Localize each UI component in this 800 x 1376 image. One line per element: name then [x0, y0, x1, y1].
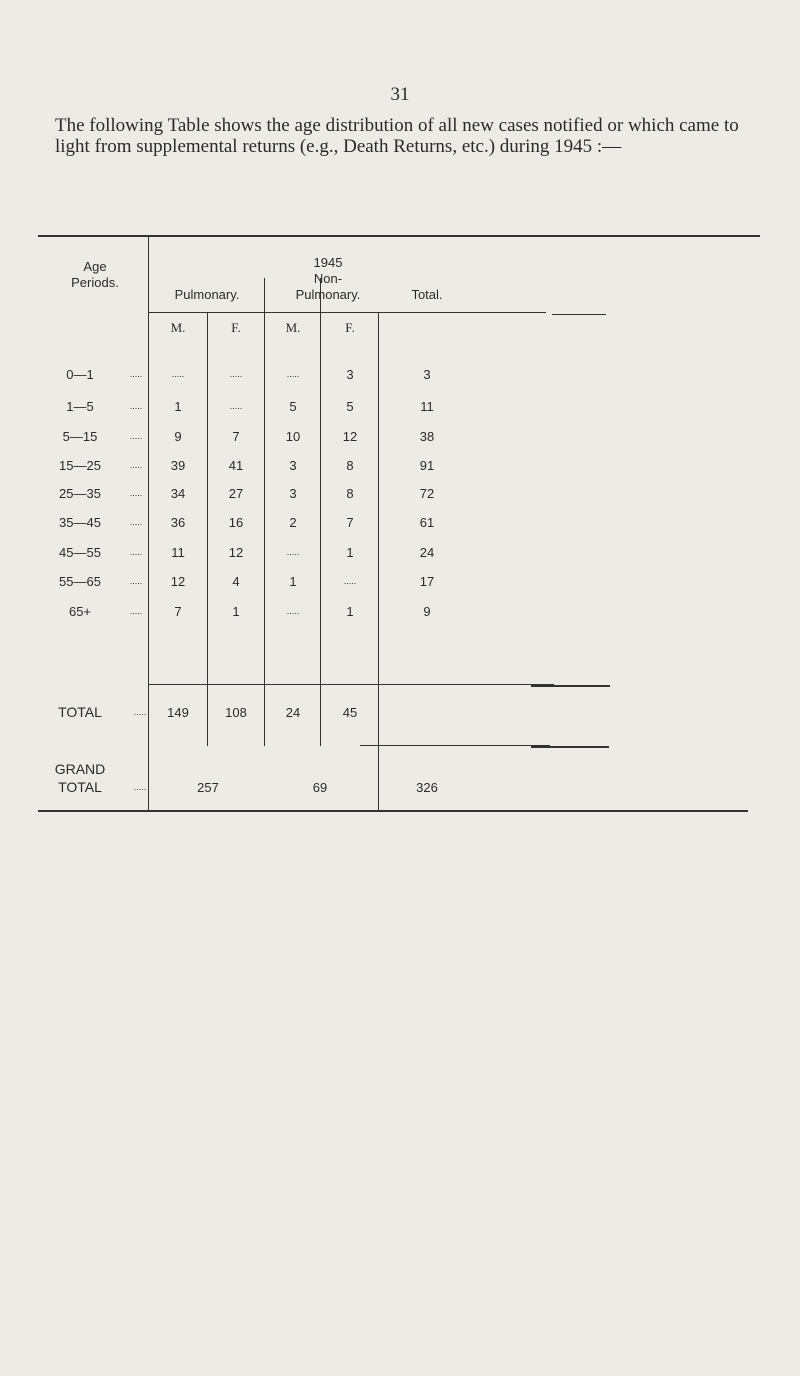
cell-pf: 7 [232, 429, 240, 444]
sub-header-nf: F. [345, 320, 355, 335]
header-total: Total. [411, 287, 443, 302]
sub-header-nm: M. [285, 320, 301, 335]
table-bottom-rule [38, 810, 748, 812]
row-age-label: 35—45 [59, 515, 101, 530]
cell-pm: 9 [174, 429, 182, 444]
sub-header-pm: M. [170, 320, 186, 335]
row-age-label: 55—65 [59, 574, 101, 589]
total-pf: 108 [225, 705, 247, 720]
total-col-grand-rule [531, 746, 609, 748]
col-rule-total [378, 313, 379, 811]
cell-nm: ..... [286, 547, 300, 557]
header-periods: Periods. [71, 275, 119, 290]
grand-label-dots: ..... [133, 782, 147, 792]
col-rule-left [148, 235, 149, 811]
cell-total: 11 [420, 399, 434, 414]
row-age-dots: ..... [129, 431, 143, 441]
cell-nf: ..... [343, 576, 357, 586]
row-age-label: 65+ [68, 604, 92, 619]
row-age-label: 25—35 [59, 486, 101, 501]
cell-total: 24 [419, 545, 435, 560]
cell-nm: 10 [285, 429, 301, 444]
cell-pm: 11 [171, 545, 185, 560]
row-age-dots: ..... [129, 576, 143, 586]
cell-total: 72 [419, 486, 435, 501]
cell-total: 38 [419, 429, 435, 444]
cell-pf: 41 [228, 458, 244, 473]
cell-pf: ..... [229, 369, 243, 379]
col-rule-nf [320, 278, 321, 746]
cell-nf: 1 [346, 604, 354, 619]
totals-top-rule [148, 684, 554, 685]
cell-nf: 8 [346, 486, 354, 501]
cell-pm: 36 [170, 515, 186, 530]
cell-total: 9 [423, 604, 431, 619]
row-age-label: 0—1 [66, 367, 94, 382]
total-nf: 45 [342, 705, 358, 720]
grand-non-pulmonary: 69 [312, 780, 328, 795]
grand-label-total: TOTAL [58, 779, 102, 795]
row-age-label: 5—15 [62, 429, 98, 444]
grand-top-rule [360, 745, 550, 746]
cell-nm: 3 [289, 458, 297, 473]
row-age-label: 1—5 [66, 399, 94, 414]
total-label-dots: ..... [133, 707, 147, 717]
cell-total: 61 [419, 515, 435, 530]
total-col-totals-rule [531, 685, 610, 687]
row-age-dots: ..... [129, 488, 143, 498]
row-age-dots: ..... [129, 401, 143, 411]
cell-pf: 12 [228, 545, 244, 560]
row-age-label: 15—25 [59, 458, 101, 473]
cell-pm: ..... [171, 369, 185, 379]
row-age-label: 45—55 [59, 545, 101, 560]
header-non: Non- [313, 271, 343, 286]
cell-pf: 16 [228, 515, 244, 530]
cell-nm: 2 [289, 515, 297, 530]
row-age-dots: ..... [129, 517, 143, 527]
cell-pm: 7 [174, 604, 182, 619]
cell-total: 3 [423, 367, 431, 382]
cell-nf: 1 [346, 545, 354, 560]
row-age-dots: ..... [129, 460, 143, 470]
total-nm: 24 [285, 705, 301, 720]
col-rule-pulm-non [264, 278, 265, 746]
cell-nf: 12 [342, 429, 358, 444]
cell-nf: 8 [346, 458, 354, 473]
cell-nf: 7 [346, 515, 354, 530]
header-pulmonary: Pulmonary. [174, 287, 240, 302]
intro-paragraph: The following Table shows the age distribution of all new cases notified or which came to light from supplemental returns (e.g., Death Returns, etc.) during 1945 :— [55, 115, 739, 157]
grand-total: 326 [416, 780, 438, 795]
cell-nm: 3 [289, 486, 297, 501]
total-pm: 149 [167, 705, 189, 720]
header-year: 1945 [313, 255, 343, 270]
row-age-dots: ..... [129, 369, 143, 379]
cell-pf: 1 [232, 604, 240, 619]
cell-total: 91 [419, 458, 435, 473]
row-age-dots: ..... [129, 547, 143, 557]
cell-pm: 34 [170, 486, 186, 501]
age-distribution-table [54, 235, 760, 817]
cell-pm: 12 [170, 574, 186, 589]
page-number: 31 [390, 84, 410, 105]
table-top-rule [38, 235, 760, 237]
cell-nm: ..... [286, 369, 300, 379]
grand-label: GRAND [54, 761, 106, 777]
row-age-dots: ..... [129, 606, 143, 616]
total-col-header-rule [552, 314, 606, 315]
cell-nm: 1 [289, 574, 297, 589]
cell-nm: ..... [286, 606, 300, 616]
cell-nm: 5 [289, 399, 297, 414]
cell-nf: 3 [346, 367, 354, 382]
cell-pm: 39 [170, 458, 186, 473]
cell-pf: 27 [228, 486, 244, 501]
sub-header-pf: F. [231, 320, 241, 335]
header-non-pulmonary: Pulmonary. [295, 287, 361, 302]
cell-pf: ..... [229, 401, 243, 411]
header-age: Age [83, 259, 107, 274]
cell-pm: 1 [174, 399, 182, 414]
grand-pulmonary: 257 [197, 780, 219, 795]
cell-total: 17 [419, 574, 435, 589]
cell-nf: 5 [346, 399, 354, 414]
cell-pf: 4 [232, 574, 240, 589]
total-label: TOTAL [58, 704, 102, 720]
